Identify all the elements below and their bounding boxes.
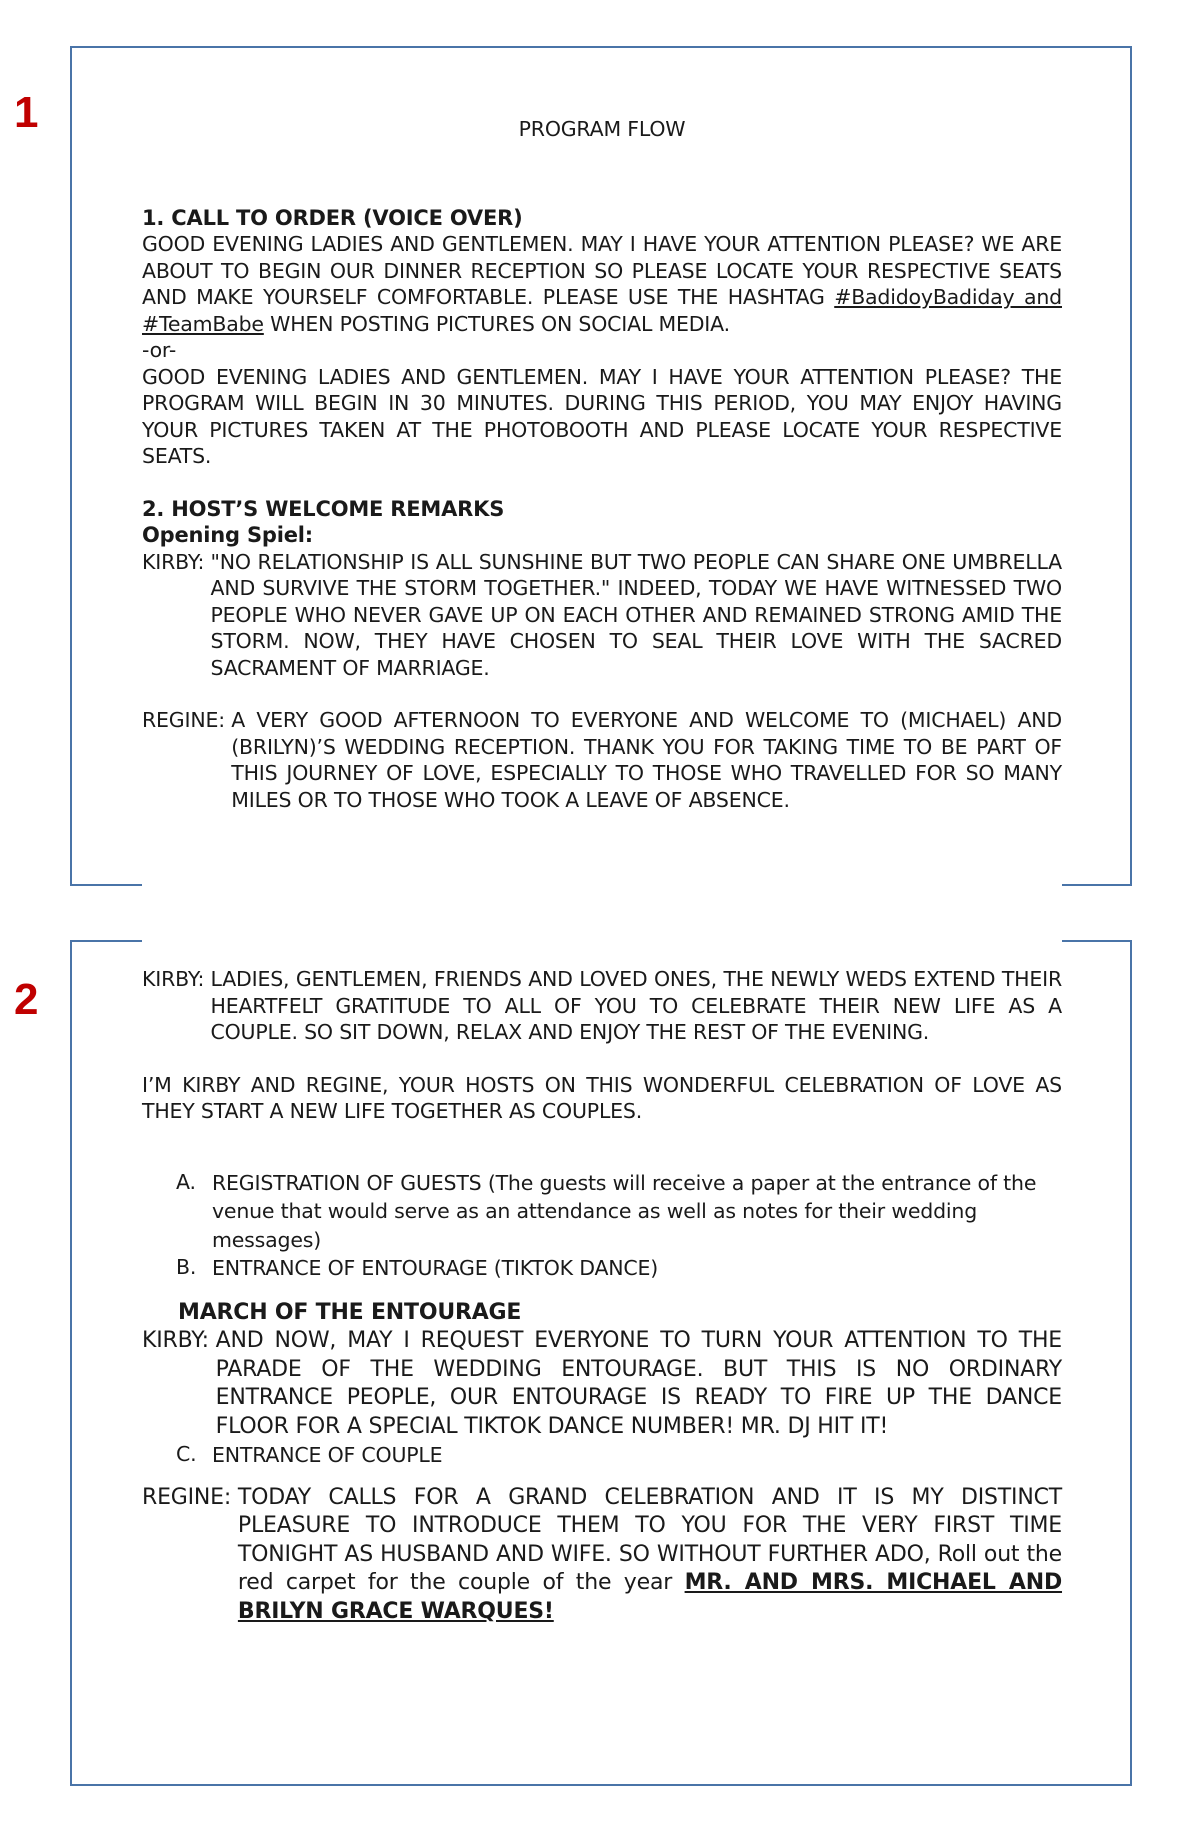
list-item: [176, 1169, 1062, 1255]
speech-text: LADIES, GENTLEMEN, FRIENDS AND LOVED ONES, THE NEWLY WEDS EXTEND THEIR HEARTFELT GRATITUDE TO ALL OF YOU TO CELEBRATE THEIR NEW LIFE AS A COUPLE. SO SIT DOWN, RELAX AND ENJOY THE REST OF THE EVENING.: [210, 967, 1062, 1044]
kirby-gratitude-line: [142, 966, 1062, 1046]
program-list-continued: [176, 1441, 1062, 1470]
document-title: PROGRAM FLOW: [518, 117, 686, 141]
call-to-order-paragraph: GOOD EVENING LADIES AND GENTLEMEN. MAY I HAVE YOUR ATTENTION PLEASE? WE ARE ABOUT TO BEGIN OUR DINNER RECEPTION SO PLEASE LOCATE YOUR RESPECTIVE SEATS AND MAKE YOURSELF COMFORTABLE. PLEASE USE THE HASHTAG #BadidoyBadiday and #TeamBabe WHEN POSTING PICTURES ON SOCIAL MEDIA.: [142, 232, 1062, 336]
call-to-order-alt-paragraph: GOOD EVENING LADIES AND GENTLEMEN. MAY I HAVE YOUR ATTENTION PLEASE? THE PROGRAM WILL BEGIN IN 30 MINUTES. DURING THIS PERIOD, YOU MAY ENJOY HAVING YOUR PICTURES TAKEN AT THE PHOTOBOOTH AND PLEASE LOCATE YOUR RESPECTIVE SEATS.: [142, 364, 1062, 468]
list-marker: B.: [176, 1255, 197, 1279]
list-item-text: ENTRANCE OF ENTOURAGE (TIKTOK DANCE): [212, 1256, 659, 1280]
list-item: [176, 1254, 1062, 1283]
section-heading-welcome-remarks: 2. HOST’S WELCOME REMARKS: [142, 496, 505, 521]
speaker-label: REGINE:: [142, 708, 232, 732]
list-marker: A.: [176, 1169, 196, 1194]
list-item: [176, 1441, 1062, 1470]
speaker-label: KIRBY:: [142, 967, 211, 991]
section-heading-call-to-order: 1. CALL TO ORDER (VOICE OVER): [142, 205, 523, 230]
page-number-1: 1: [14, 88, 39, 137]
speaker-label: KIRBY:: [142, 549, 211, 574]
list-item-text: ENTRANCE OF COUPLE: [212, 1443, 443, 1467]
program-list: [176, 1169, 1062, 1283]
speaker-label: REGINE:: [142, 1484, 238, 1510]
speaker-label: KIRBY:: [142, 1328, 216, 1353]
couple-names: MR. AND MRS. MICHAEL AND BRILYN GRACE WARQUES!: [237, 1570, 1063, 1624]
hosts-intro-paragraph: I’M KIRBY AND REGINE, YOUR HOSTS ON THIS WONDERFUL CELEBRATION OF LOVE AS THEY START A NEW LIFE TOGETHER AS COUPLES.: [142, 1072, 1062, 1123]
hashtags-link: #BadidoyBadiday and #TeamBabe: [142, 285, 1062, 336]
page-number-2: 2: [14, 975, 39, 1024]
list-item-text: REGISTRATION OF GUESTS (The guests will receive a paper at the entrance of the venue that would serve as an attendance as well as notes for their wedding messages): [212, 1170, 1037, 1252]
page-1-content: [142, 116, 1062, 813]
or-separator: -or-: [142, 338, 177, 362]
opening-spiel-subheading: Opening Spiel:: [142, 523, 313, 547]
regine-opening-line: [142, 707, 1062, 813]
speech-text: AND NOW, MAY I REQUEST EVERYONE TO TURN YOUR ATTENTION TO THE PARADE OF THE WEDDING ENTOURAGE. BUT THIS IS NO ORDINARY ENTRANCE PEOPLE, OUR ENTOURAGE IS READY TO FIRE UP THE DANCE FLOOR FOR A SPECIAL TIKTOK DANCE NUMBER! MR. DJ HIT IT!: [215, 1328, 1062, 1439]
kirby-opening-line: [142, 549, 1062, 682]
page-2-content: [142, 966, 1062, 1626]
march-heading: MARCH OF THE ENTOURAGE: [178, 1299, 522, 1325]
speech-text: A VERY GOOD AFTERNOON TO EVERYONE AND WELCOME TO (MICHAEL) AND (BRILYN)’S WEDDING RECEPTION. THANK YOU FOR TAKING TIME TO BE PART OF THIS JOURNEY OF LOVE, ESPECIALLY TO THOSE WHO TRAVELLED FOR SO MANY MILES OR TO THOSE WHO TOOK A LEAVE OF ABSENCE.: [231, 708, 1062, 812]
speech-text: "NO RELATIONSHIP IS ALL SUNSHINE BUT TWO PEOPLE CAN SHARE ONE UMBRELLA AND SURVIVE THE STORM TOGETHER." INDEED, TODAY WE HAVE WITNESSED TWO PEOPLE WHO NEVER GAVE UP ON EACH OTHER AND REMAINED STRONG AMID THE STORM. NOW, THEY HAVE CHOSEN TO SEAL THEIR LOVE WITH THE SACRED SACRAMENT OF MARRIAGE.: [210, 549, 1062, 680]
regine-couple-introduction: [142, 1484, 1062, 1627]
list-marker: C.: [176, 1442, 197, 1466]
speech-text: TODAY CALLS FOR A GRAND CELEBRATION AND IT IS MY DISTINCT PLEASURE TO INTRODUCE THEM TO YOU FOR THE VERY FIRST TIME TONIGHT AS HUSBAND AND WIFE. SO WITHOUT FURTHER ADO, Roll out the red carpet for the couple of the year MR. AND MRS. MICHAEL AND BRILYN GRACE WARQUES!: [237, 1484, 1063, 1624]
kirby-entourage-line: [142, 1327, 1062, 1441]
